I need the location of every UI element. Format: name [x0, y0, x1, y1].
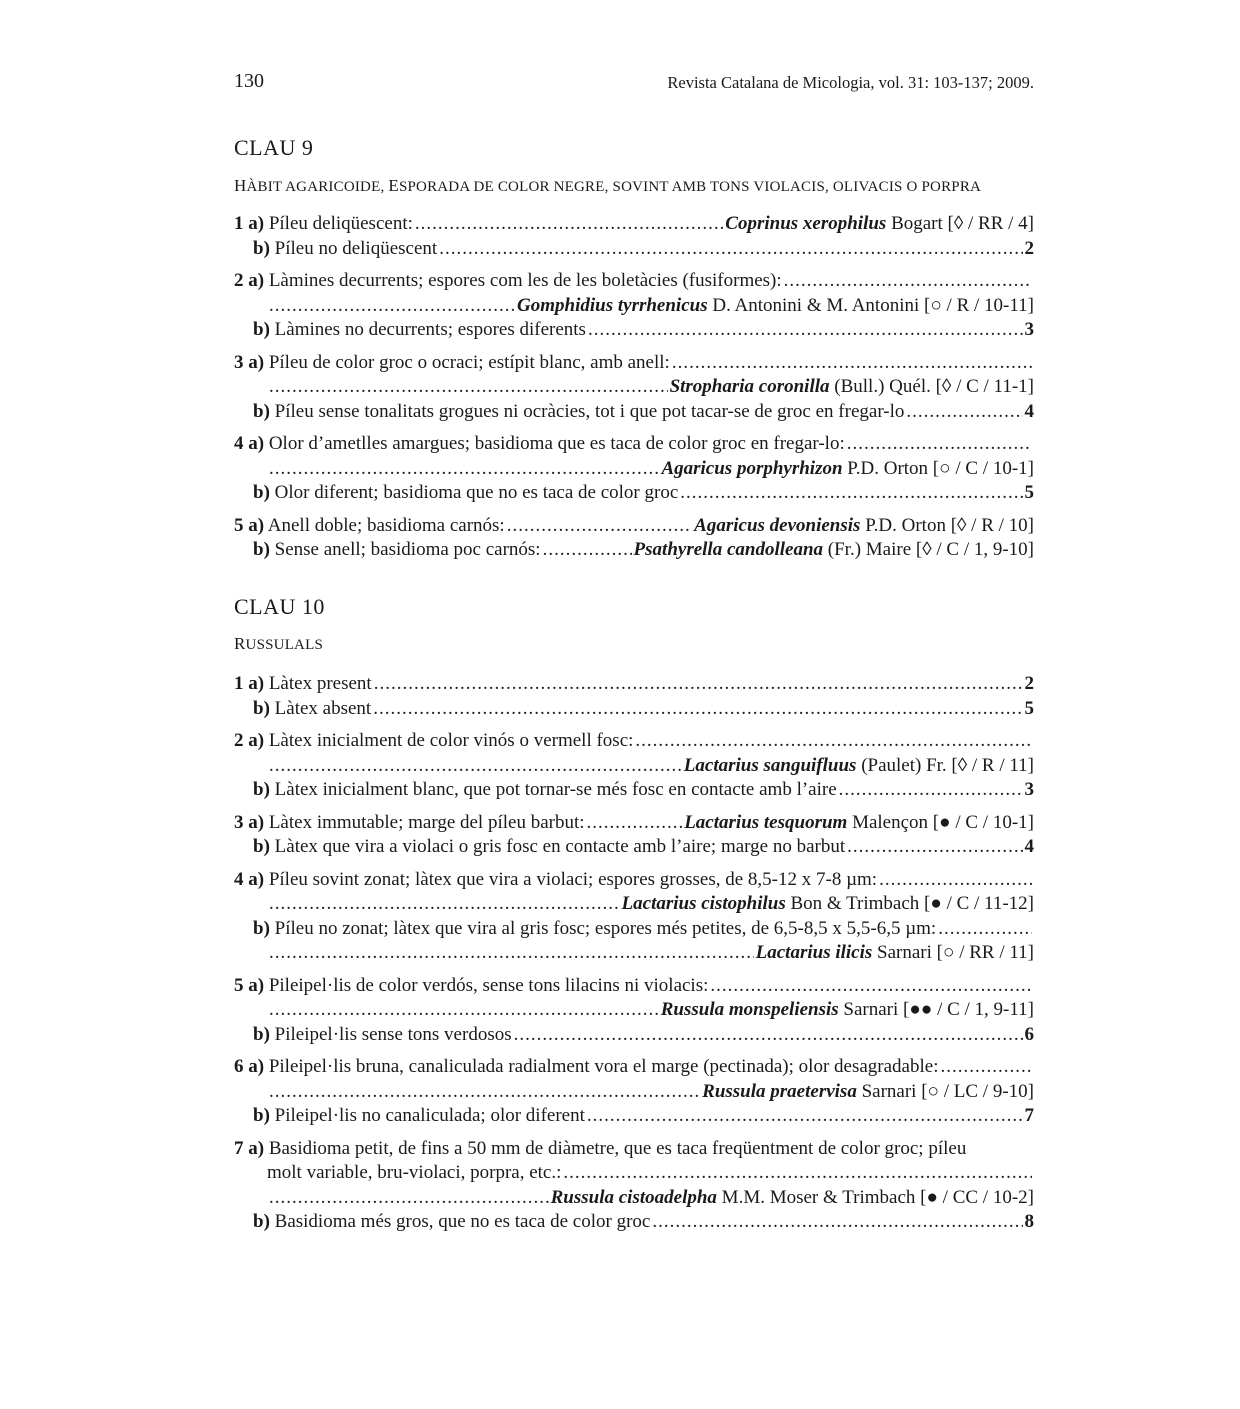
clau9-title: CLAU 9	[234, 135, 314, 160]
key-line: 6 a) Pileipel·lis bruna, canaliculada radialment vora el marge (pectinada); olor desagradable: .....	[234, 1055, 1034, 1080]
key-line: 3 a) Làtex immutable; marge del píleu barbut: ..... Lactarius tesquorum Malençon [● / C / 10-1]	[234, 811, 1034, 836]
key-line: b) Pileipel·lis no canaliculada; olor diferent ..... 7	[234, 1104, 1034, 1129]
key-line: ..... Russula monspeliensis Sarnari [●● / C / 1, 9-11]	[234, 998, 1034, 1023]
key-line: b) Basidioma més gros, que no es taca de color groc ..... 8	[234, 1210, 1034, 1235]
page-header	[234, 70, 1034, 94]
clau9-key	[234, 212, 1034, 563]
key-line: ..... Lactarius ilicis Sarnari [○ / RR / 11]	[234, 941, 1034, 966]
key-line: ..... Russula praetervisa Sarnari [○ / LC / 9-10]	[234, 1080, 1034, 1105]
key-line: 2 a) Làmines decurrents; espores com les de les boletàcies (fusiformes): .....	[234, 269, 1034, 294]
key-line: 1 a) Píleu deliqüescent: ..... Coprinus xerophilus Bogart [◊ / RR / 4]	[234, 212, 1034, 237]
page-number: 130	[234, 70, 264, 92]
key-line: ..... Russula cistoadelpha M.M. Moser & Trimbach [● / CC / 10-2]	[234, 1186, 1034, 1211]
key-line: b) Pileipel·lis sense tons verdosos ..... 6	[234, 1023, 1034, 1048]
key-line: 2 a) Làtex inicialment de color vinós o vermell fosc: .....	[234, 729, 1034, 754]
key-line: ..... Gomphidius tyrrhenicus D. Antonini & M. Antonini [○ / R / 10-11]	[234, 294, 1034, 319]
key-line: 7 a) Basidioma petit, de fins a 50 mm de diàmetre, que es taca freqüentment de color groc; píleu	[234, 1137, 967, 1159]
key-line: molt variable, bru-violaci, porpra, etc.: .....	[234, 1161, 1034, 1186]
key-line: ..... Lactarius cistophilus Bon & Trimbach [● / C / 11-12]	[234, 892, 1034, 917]
key-line: 3 a) Píleu de color groc o ocraci; estípit blanc, amb anell: .....	[234, 351, 1034, 376]
key-line: 5 a) Anell doble; basidioma carnós: ..... Agaricus devoniensis P.D. Orton [◊ / R / 10]	[234, 514, 1034, 539]
clau9-subtitle: HÀBIT AGARICOIDE, ESPORADA DE COLOR NEGRE, SOVINT AMB TONS VIOLACIS, OLIVACIS O PORPRA	[234, 176, 982, 195]
key-line: ..... Agaricus porphyrhizon P.D. Orton [○ / C / 10-1]	[234, 457, 1034, 482]
key-line: ..... Stropharia coronilla (Bull.) Quél. [◊ / C / 11-1]	[234, 375, 1034, 400]
key-line: b) Píleu no zonat; làtex que vira al gris fosc; espores més petites, de 6,5-8,5 x 5,5-6,5 µm: .....	[234, 917, 1034, 942]
key-line: 4 a) Píleu sovint zonat; làtex que vira a violaci; espores grosses, de 8,5-12 x 7-8 µm: .....	[234, 868, 1034, 893]
clau10-key	[234, 672, 1034, 1235]
running-head: Revista Catalana de Micologia, vol. 31: 103-137; 2009.	[667, 73, 1034, 92]
key-line: ..... Lactarius sanguifluus (Paulet) Fr. [◊ / R / 11]	[234, 754, 1034, 779]
clau10-title: CLAU 10	[234, 594, 325, 619]
key-line: b) Olor diferent; basidioma que no es taca de color groc ..... 5	[234, 481, 1034, 506]
key-line: 4 a) Olor d’ametlles amargues; basidioma que es taca de color groc en fregar-lo: .....	[234, 432, 1034, 457]
key-line: b) Làtex que vira a violaci o gris fosc en contacte amb l’aire; marge no barbut ..... 4	[234, 835, 1034, 860]
key-line: b) Píleu no deliqüescent ..... 2	[234, 237, 1034, 262]
key-line: b) Píleu sense tonalitats grogues ni ocràcies, tot i que pot tacar-se de groc en fregar-lo ..... 4	[234, 400, 1034, 425]
key-line: b) Sense anell; basidioma poc carnós: ..... Psathyrella candolleana (Fr.) Maire [◊ / C / 1, 9-10]	[234, 538, 1034, 563]
key-line: 5 a) Pileipel·lis de color verdós, sense tons lilacins ni violacis: .....	[234, 974, 1034, 999]
key-line: b) Làtex absent ..... 5	[234, 697, 1034, 722]
key-line: b) Làmines no decurrents; espores diferents ..... 3	[234, 318, 1034, 343]
key-line: b) Làtex inicialment blanc, que pot tornar-se més fosc en contacte amb l’aire ..... 3	[234, 778, 1034, 803]
key-line: 1 a) Làtex present ..... 2	[234, 672, 1034, 697]
clau10-subtitle: RUSSULALS	[234, 634, 323, 653]
